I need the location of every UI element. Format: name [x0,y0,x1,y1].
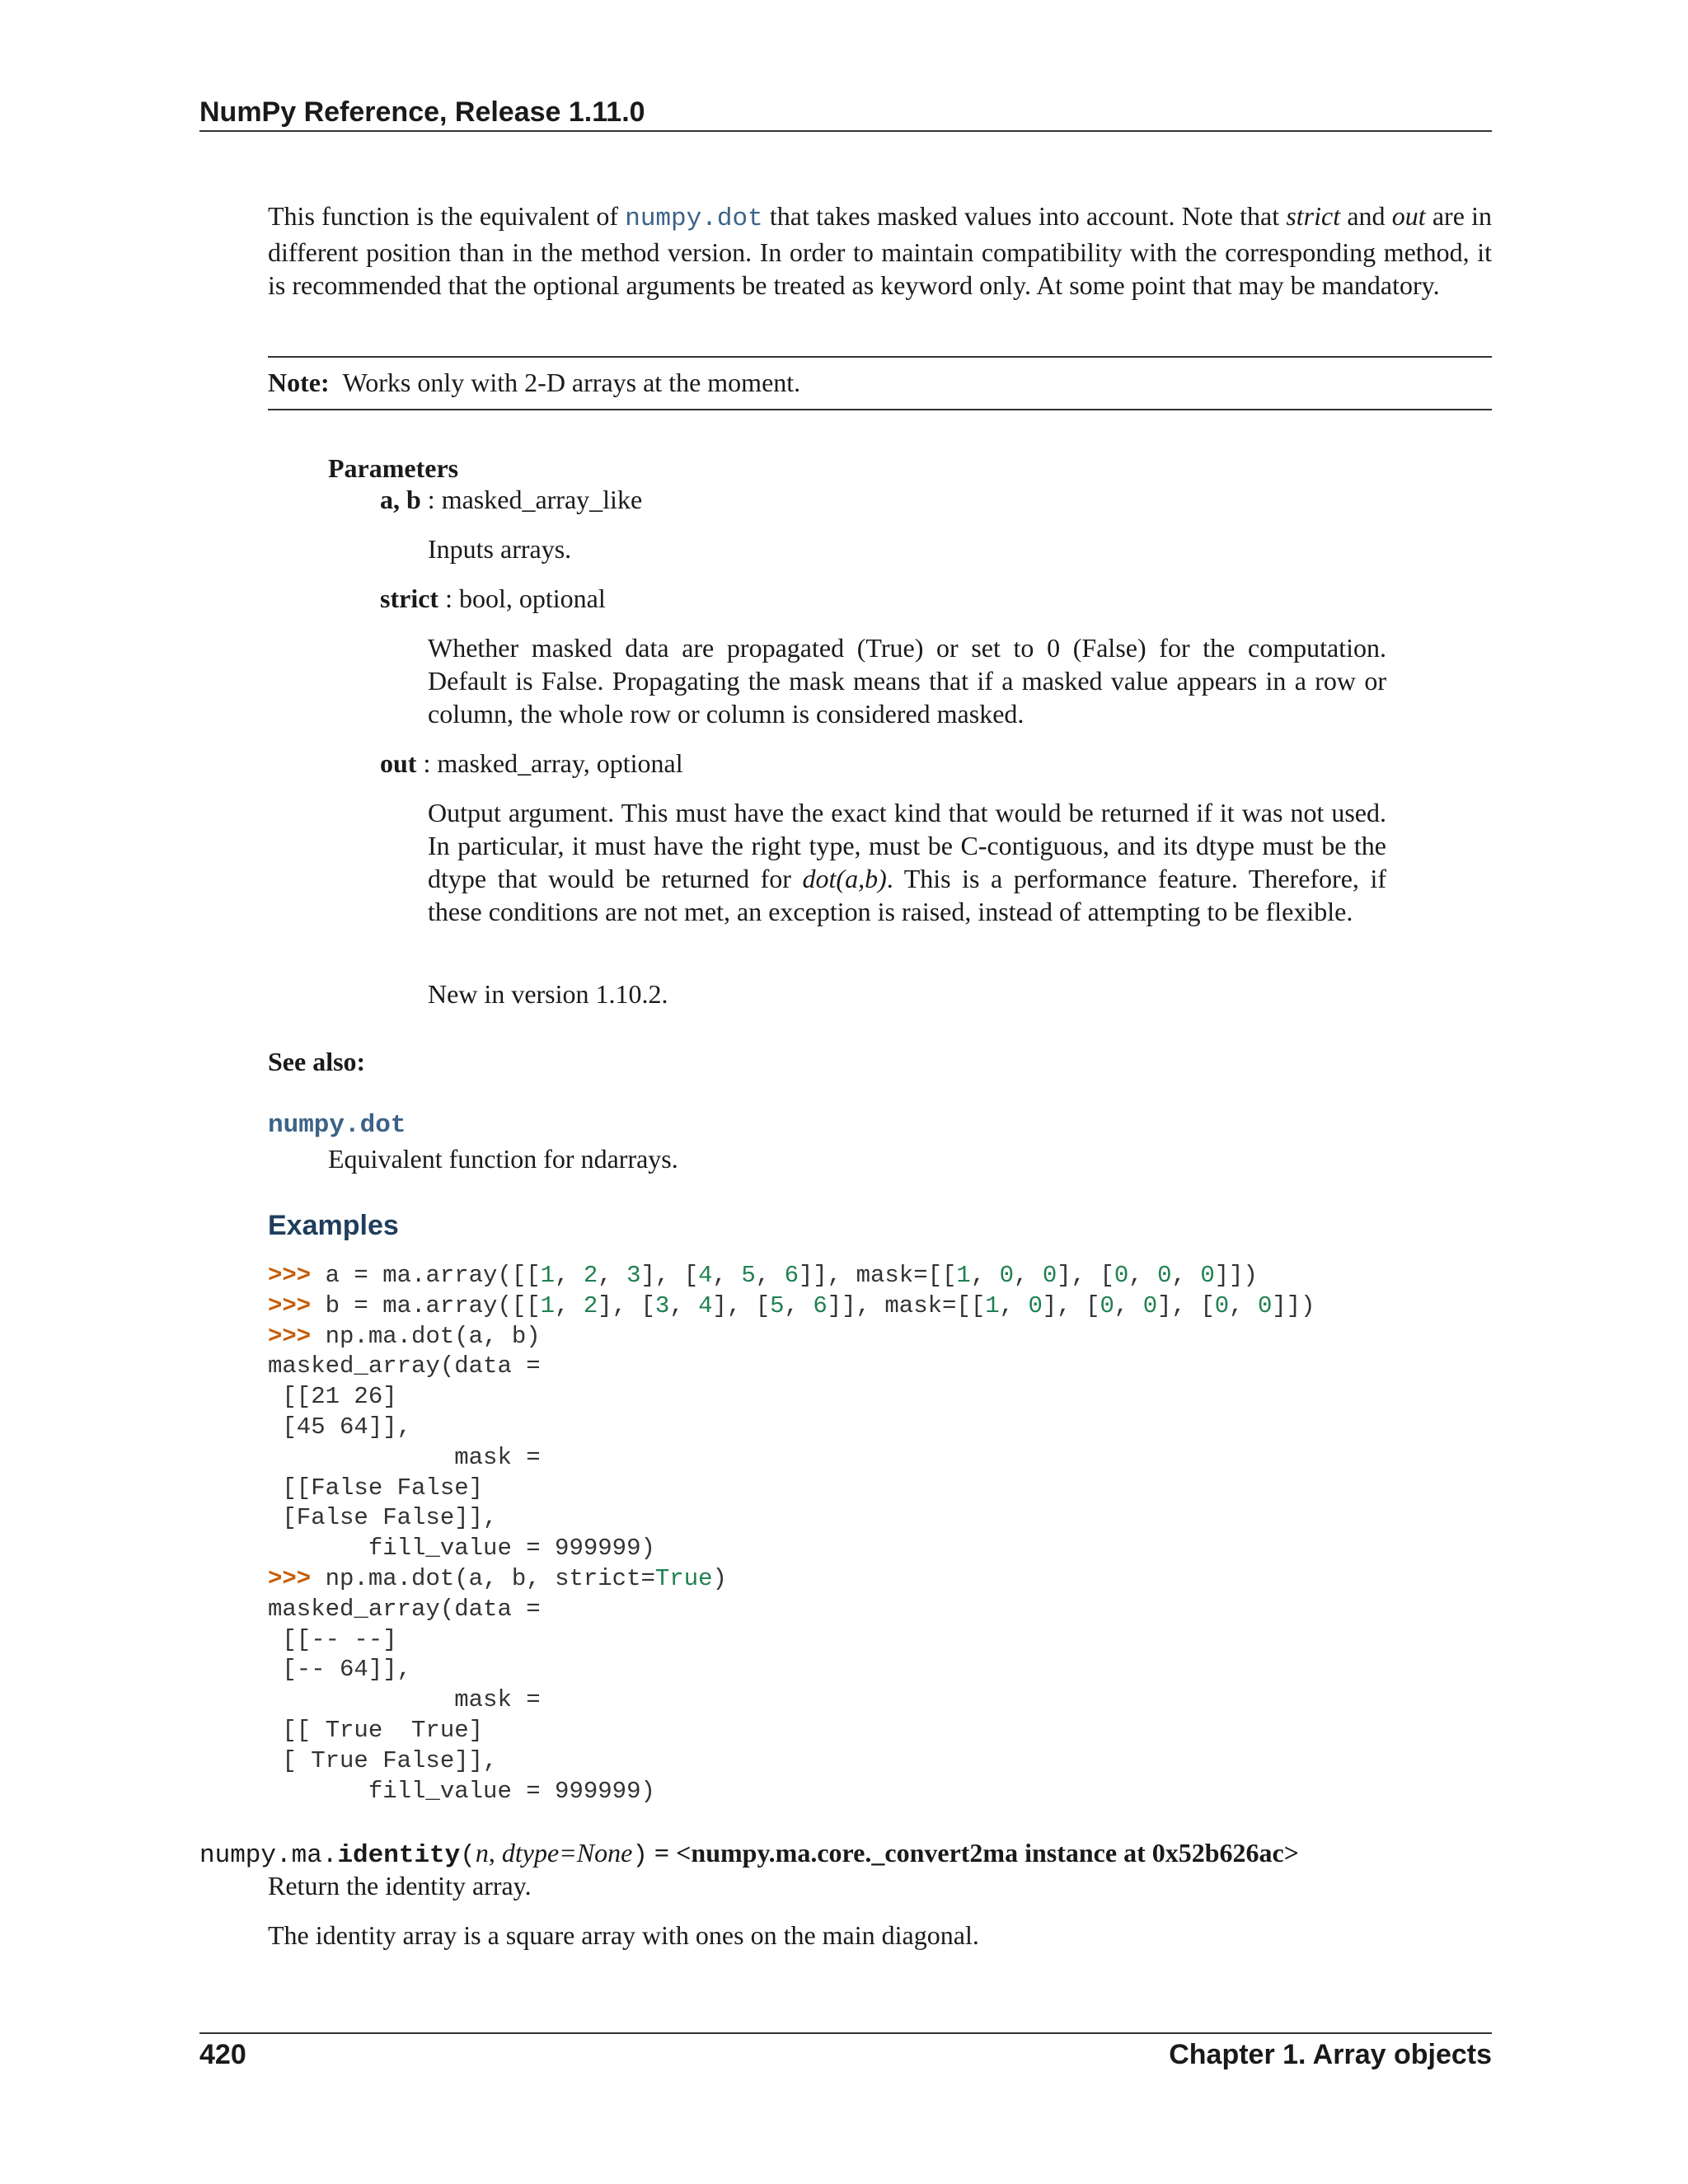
code-line-1: a = ma.array([[1, 2, 3], [4, 5, 6]], mask=[[1, 0, 0], [0, 0, 0]]) [325,1262,1258,1289]
intro-paragraph [268,199,1492,302]
intro-text-3: and [1340,201,1392,231]
see-also-heading: See also: [268,1047,366,1076]
code-output-1: masked_array(data = [[21 26] [45 64]], mask = [[False False] [False False]], fill_value = 999999) [268,1352,655,1563]
func-value: = <numpy.ma.core._convert2ma instance at 0x52b626ac> [647,1838,1299,1868]
intro-text-2: that takes masked values into account. Note that [762,201,1287,231]
param-out-desc [428,796,1386,928]
note-text: Works only with 2-D arrays at the moment. [342,368,801,397]
param-name: out [380,748,417,778]
param-out-desc-2: . This is a performance feature. Therefore, if these conditions are not met, an exception is raised, instead of attempting to be flexible. [428,864,1387,926]
func-param-n: n [475,1838,489,1868]
func-param-dtype: dtype=None [501,1838,633,1868]
code-example: >>> a = ma.array([[1, 2, 3], [4, 5, 6]], mask=[[1, 0, 0], [0, 0, 0]]) >>> b = ma.array([[1, 2], [3, 4], [5, 6]], mask=[[1, 0], [0, 0], [0, 0]]) >>> np.ma.dot(a, b) masked_array(data = [[21 26] [45 64]], mask = [[False False] [False False]], fill_value = 999999) >>> np.ma.dot(a, b, strict=True) masked_array(data = [[-- --] [-- 64]], mask = [[ True True] [ True False]], fill_value = 999999) [268,1262,1315,1805]
param-out [380,747,683,780]
param-type: : masked_array_like [420,485,643,514]
note-admonition [268,356,1492,410]
code-output-2: masked_array(data = [[-- --] [-- 64]], mask = [[ True True] [ True False]], fill_value = 999999) [268,1595,655,1805]
page-number: 420 [199,2039,246,2070]
footer-rule [199,2032,1492,2034]
chapter-title: Chapter 1. Array objects [1169,2039,1492,2070]
note-label: Note: [268,368,330,397]
intro-text-4: are in different position than in the method version. In order to maintain compatibility with the corresponding method, it is recommended that the optional arguments be treated as keyword only. At some point that may be mandatory. [268,201,1493,300]
func-summary: Return the identity array. [268,1871,532,1900]
param-strict [380,582,606,615]
param-strict-desc: Whether masked data are propagated (True) or set to 0 (False) for the computation. Default is False. Propagating the mask means that if a masked value appears in a row or column, the whole row or column is considered masked. [428,633,1386,729]
param-ab-desc: Inputs arrays. [428,534,572,564]
param-type: : bool, optional [438,583,606,613]
parameters-heading: Parameters [328,453,459,483]
intro-em-out: out [1391,201,1426,231]
running-header: NumPy Reference, Release 1.11.0 [199,96,645,128]
numpy-dot-link[interactable]: numpy.dot [625,204,763,233]
param-type: : masked_array, optional [416,748,683,778]
func-name: identity [337,1841,461,1870]
param-out-desc-em: dot(a,b) [802,864,887,893]
code-line-4: np.ma.dot(a, b, strict=True) [325,1564,727,1592]
param-out-desc-1: Output argument. This must have the exact kind that would be returned if it was not used. In particular, it must have the right type, must be C-contiguous, and its dtype must be the dtype that would be returned for [428,798,1386,893]
param-name: a, b [380,485,421,514]
code-line-2: b = ma.array([[1, 2], [3, 4], [5, 6]], mask=[[1, 0], [0, 0], [0, 0]]) [325,1291,1315,1319]
examples-heading: Examples [268,1210,399,1241]
see-also-desc: Equivalent function for ndarrays. [328,1144,678,1174]
function-signature: numpy.ma.identity(n, dtype=None) = <numpy.ma.core._convert2ma instance at 0x52b626ac> [199,1838,1299,1870]
param-ab [380,483,642,516]
intro-text-1: This function is the equivalent of [268,201,626,231]
header-rule [199,130,1492,132]
version-note: New in version 1.10.2. [428,979,668,1009]
func-desc: The identity array is a square array with ones on the main diagonal. [268,1920,979,1950]
func-module: numpy.ma. [199,1841,338,1870]
code-line-3: np.ma.dot(a, b) [325,1322,541,1350]
param-name: strict [380,583,439,613]
see-also-link[interactable]: numpy.dot [268,1111,406,1140]
intro-em-strict: strict [1286,201,1341,231]
